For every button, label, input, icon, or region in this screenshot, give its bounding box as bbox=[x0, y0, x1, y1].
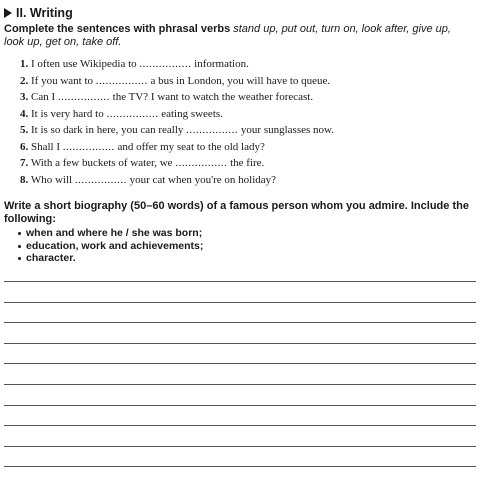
answer-gap[interactable]: ................ bbox=[62, 140, 115, 153]
phrasal-verbs-list: stand up, put out, turn on, look after, give up, look up, get on, take off. bbox=[4, 23, 451, 48]
exercise-item bbox=[20, 122, 334, 139]
item-text-before: Who will bbox=[30, 173, 73, 186]
answer-gap[interactable]: ................ bbox=[106, 107, 159, 120]
item-text-after: eating sweets. bbox=[161, 107, 223, 120]
task1-instruction-text: Complete the sentences with phrasal verbs bbox=[4, 23, 234, 35]
item-text-after: and offer my seat to the old lady? bbox=[117, 140, 265, 153]
writing-line[interactable] bbox=[4, 466, 476, 467]
writing-line[interactable] bbox=[4, 281, 476, 282]
exercise-item bbox=[20, 89, 334, 106]
writing-line[interactable] bbox=[4, 425, 476, 426]
item-number: 6. bbox=[20, 140, 29, 153]
exercise-item bbox=[20, 139, 334, 156]
item-number: 4. bbox=[20, 107, 29, 120]
writing-line[interactable] bbox=[4, 302, 476, 303]
writing-line[interactable] bbox=[4, 405, 476, 406]
item-number: 2. bbox=[20, 74, 29, 87]
item-text-after: your cat when you're on holiday? bbox=[129, 173, 277, 186]
exercise-item bbox=[20, 155, 334, 172]
bullet-item: when and where he / she was born; bbox=[18, 227, 203, 240]
item-text-before: It is so dark in here, you can really bbox=[31, 124, 184, 136]
item-text-after: information. bbox=[194, 58, 249, 70]
writing-line[interactable] bbox=[4, 322, 476, 323]
play-triangle-icon bbox=[4, 8, 12, 18]
task2-instruction: Write a short biography (50–60 words) of a famous person whom you admire. Include the following: bbox=[4, 200, 469, 225]
section-heading bbox=[4, 6, 73, 20]
writing-line[interactable] bbox=[4, 446, 476, 447]
exercise-list bbox=[20, 56, 334, 188]
exercise-item bbox=[20, 106, 334, 123]
answer-gap[interactable]: ................ bbox=[57, 91, 110, 103]
task2-bullet-list bbox=[18, 227, 203, 265]
item-number: 5. bbox=[20, 124, 29, 136]
writing-line[interactable] bbox=[4, 343, 476, 344]
item-number: 8. bbox=[20, 173, 29, 186]
exercise-item bbox=[20, 172, 334, 189]
item-text-after: your sunglasses now. bbox=[240, 124, 335, 136]
answer-gap[interactable]: ................ bbox=[74, 173, 127, 186]
task1-instruction bbox=[4, 23, 474, 49]
item-number: 3. bbox=[20, 91, 29, 103]
item-text-before: I often use Wikipedia to bbox=[31, 58, 137, 70]
item-text-after: the TV? I want to watch the weather forecast. bbox=[112, 91, 314, 103]
answer-gap[interactable]: ................ bbox=[175, 157, 228, 169]
item-number: 1. bbox=[20, 58, 29, 70]
section-title: II. Writing bbox=[16, 6, 73, 20]
item-text-before: It is very hard to bbox=[31, 107, 104, 120]
answer-gap[interactable]: ................ bbox=[139, 58, 192, 70]
item-text-before: Can I bbox=[31, 91, 56, 103]
item-text-before: Shall I bbox=[31, 140, 61, 153]
exercise-item bbox=[20, 56, 334, 73]
item-text-after: a bus in London, you will have to queue. bbox=[150, 74, 331, 87]
answer-gap[interactable]: ................ bbox=[95, 74, 148, 87]
writing-line[interactable] bbox=[4, 384, 476, 385]
answer-gap[interactable]: ................ bbox=[186, 124, 239, 136]
bullet-item: education, work and achievements; bbox=[18, 240, 203, 253]
item-text-before: If you want to bbox=[31, 74, 94, 87]
item-number: 7. bbox=[20, 157, 29, 169]
exercise-item bbox=[20, 73, 334, 90]
item-text-after: the fire. bbox=[230, 157, 265, 169]
writing-line[interactable] bbox=[4, 363, 476, 364]
item-text-before: With a few buckets of water, we bbox=[30, 157, 173, 169]
bullet-item: character. bbox=[18, 252, 203, 265]
